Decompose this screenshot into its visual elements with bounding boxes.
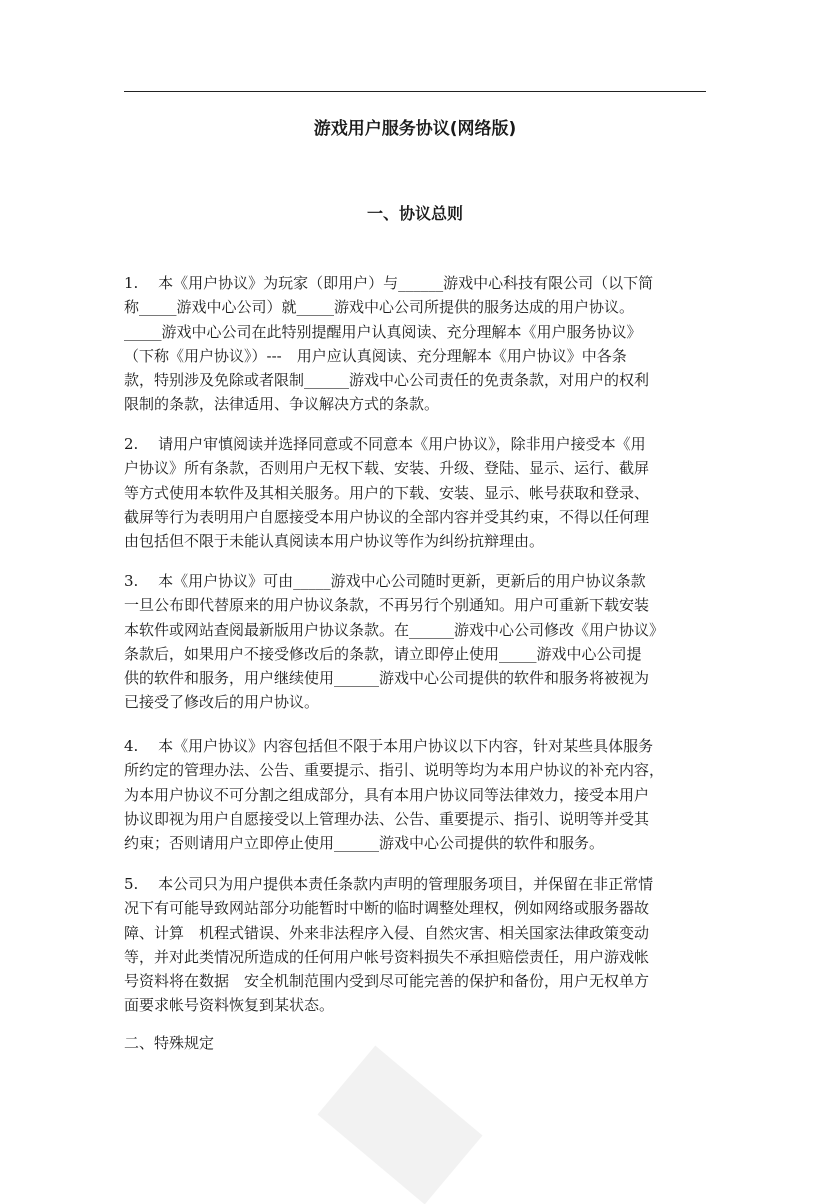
section-heading-special: 二、特殊规定 — [124, 1034, 215, 1052]
text-line: 一旦公布即代替原来的用户协议条款，不再另行个别通知。用户可重新下载安装 — [124, 596, 650, 615]
watermark — [317, 1046, 482, 1204]
text-line: 为本用户协议不可分割之组成部分，具有本用户协议同等法律效力，接受本用户 — [124, 785, 650, 804]
text-line: 5. 本公司只为用户提供本责任条款内声明的管理服务项目，并保留在非正常情 — [124, 875, 654, 893]
text-line: 协议即视为用户自愿接受以上管理办法、公告、重要提示、指引、说明等并受其 — [124, 809, 650, 828]
text-line: 障、计算 机程式错误、外来非法程序入侵、自然灾害、相关国家法律政策变动 — [124, 923, 650, 942]
text-line: 4. 本《用户协议》内容包括但不限于本用户协议以下内容，针对某些具体服务 — [124, 737, 654, 755]
text-line: 称_____游戏中心公司）就_____游戏中心公司所提供的服务达成的用户协议。 — [124, 298, 635, 317]
clause-3 — [124, 569, 714, 715]
text-line: 况下有可能导致网站部分功能暂时中断的临时调整处理权，例如网络或服务器故 — [124, 899, 650, 918]
clause-1 — [124, 271, 714, 417]
text-line: 号资料将在数据 安全机制范围内受到尽可能完善的保护和备份，用户无权单方 — [124, 972, 650, 991]
text-line: 截屏等行为表明用户自愿接受本用户协议的全部内容并受其约束，不得以任何理 — [124, 507, 650, 526]
text-line: 等，并对此类情况所造成的任何用户帐号资料损失不承担赔偿责任，用户游戏帐 — [124, 947, 650, 966]
text-line: 款，特别涉及免除或者限制______游戏中心公司责任的免责条款，对用户的权利 — [124, 371, 650, 390]
text-line: 户协议》所有条款，否则用户无权下载、安装、升级、登陆、显示、运行、截屏 — [124, 459, 650, 478]
text-line: 限制的条款，法律适用、争议解决方式的条款。 — [124, 395, 440, 414]
text-line: 由包括但不限于未能认真阅读本用户协议等作为纠纷抗辩理由。 — [124, 532, 545, 551]
text-line: 所约定的管理办法、公告、重要提示、指引、说明等均为本用户协议的补充内容， — [124, 761, 665, 780]
text-line: 3. 本《用户协议》可由_____游戏中心公司随时更新，更新后的用户协议条款 — [124, 572, 646, 590]
text-line: 本软件或网站查阅最新版用户协议条款。在______游戏中心公司修改《用户协议》 — [124, 620, 665, 639]
text-line: 面要求帐号资料恢复到某状态。 — [124, 996, 335, 1015]
text-line: 1. 本《用户协议》为玩家（即用户）与______游戏中心科技有限公司（以下简 — [124, 274, 654, 292]
clause-2 — [124, 432, 714, 553]
text-line: 条款后，如果用户不接受修改后的条款，请立即停止使用_____游戏中心公司提 — [124, 644, 642, 663]
clause-4 — [124, 734, 714, 855]
clause-5 — [124, 872, 714, 1018]
text-line: 2. 请用户审慎阅读并选择同意或不同意本《用户协议》，除非用户接受本《用 — [124, 435, 646, 453]
text-line: 已接受了修改后的用户协议。 — [124, 693, 320, 712]
text-line: _____游戏中心公司在此特别提醒用户认真阅读、充分理解本《用户服务协议》 — [124, 322, 642, 341]
text-line: （下称《用户协议》）--- 用户应认真阅读、充分理解本《用户协议》中各条 — [124, 346, 627, 365]
text-line: 约束；否则请用户立即停止使用______游戏中心公司提供的软件和服务。 — [124, 834, 605, 853]
text-line: 供的软件和服务，用户继续使用______游戏中心公司提供的软件和服务将被视为 — [124, 669, 650, 688]
text-line: 等方式使用本软件及其相关服务。用户的下载、安装、显示、帐号获取和登录、 — [124, 483, 650, 502]
section-heading-general: 一、协议总则 — [366, 204, 463, 223]
document-title: 游戏用户服务协议(网络版) — [313, 119, 517, 139]
header-rule — [124, 91, 706, 92]
